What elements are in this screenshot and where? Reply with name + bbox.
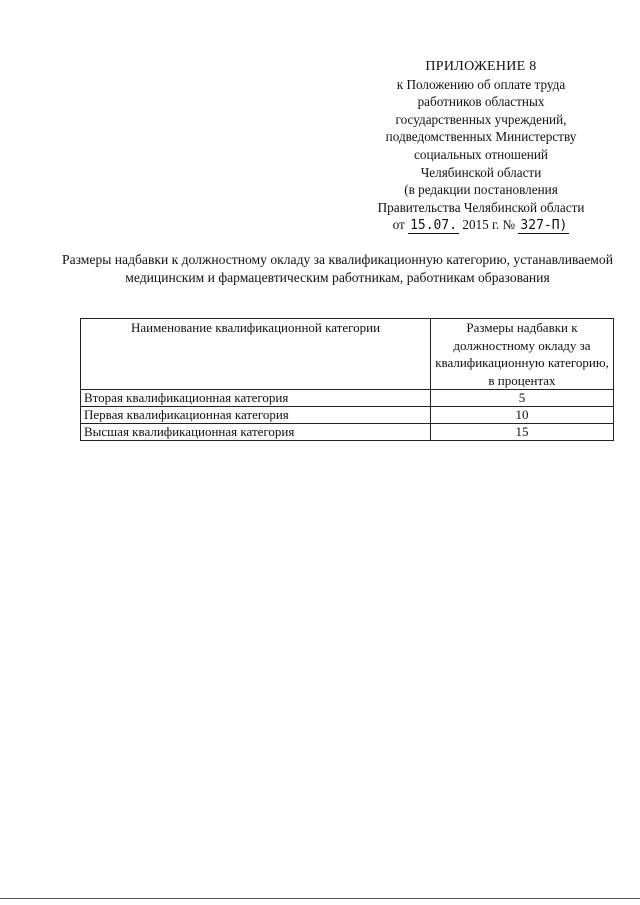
appendix-title: ПРИЛОЖЕНИЕ 8 — [425, 59, 537, 74]
bonus-percent: 5 — [431, 390, 614, 407]
appendix-header-block — [340, 58, 622, 234]
appendix-line: социальных отношений — [414, 146, 548, 162]
category-name: Первая квалификационная категория — [81, 407, 431, 424]
column-header-value: Размеры надбавки к должностному окладу за квалификационную категорию, в процентах — [431, 319, 614, 390]
appendix-line: Правительства Челябинской области — [377, 199, 585, 215]
category-name: Вторая квалификационная категория — [81, 390, 431, 407]
page-bottom-rule — [0, 898, 640, 899]
category-name: Высшая квалификационная категория — [81, 424, 431, 441]
document-title: Размеры надбавки к должностному окладу за квалификационную категорию, устанавливаемой медицинским и фармацевтическим работникам, работникам образования — [62, 252, 613, 285]
appendix-line: к Положению об оплате труда — [396, 76, 566, 92]
appendix-line: подведомственных Министерству — [385, 129, 577, 145]
date-prefix: от — [392, 217, 405, 233]
appendix-line: Челябинской области — [420, 164, 542, 180]
number-stamp: 327-П) — [520, 218, 568, 234]
table-row — [81, 390, 614, 407]
table-header-row — [81, 319, 614, 390]
table-row — [81, 424, 614, 441]
resolution-date-line — [340, 216, 622, 234]
date-stamp: 15.07. — [410, 218, 458, 234]
date-year: 2015 г. № — [462, 217, 516, 233]
table-row — [81, 407, 614, 424]
appendix-line: (в редакции постановления — [404, 182, 558, 198]
qualification-table — [80, 318, 614, 441]
appendix-line: государственных учреждений, — [395, 111, 567, 127]
appendix-line: работников областных — [417, 94, 545, 110]
column-header-name: Наименование квалификационной категории — [81, 319, 431, 390]
bonus-percent: 15 — [431, 424, 614, 441]
bonus-percent: 10 — [431, 407, 614, 424]
